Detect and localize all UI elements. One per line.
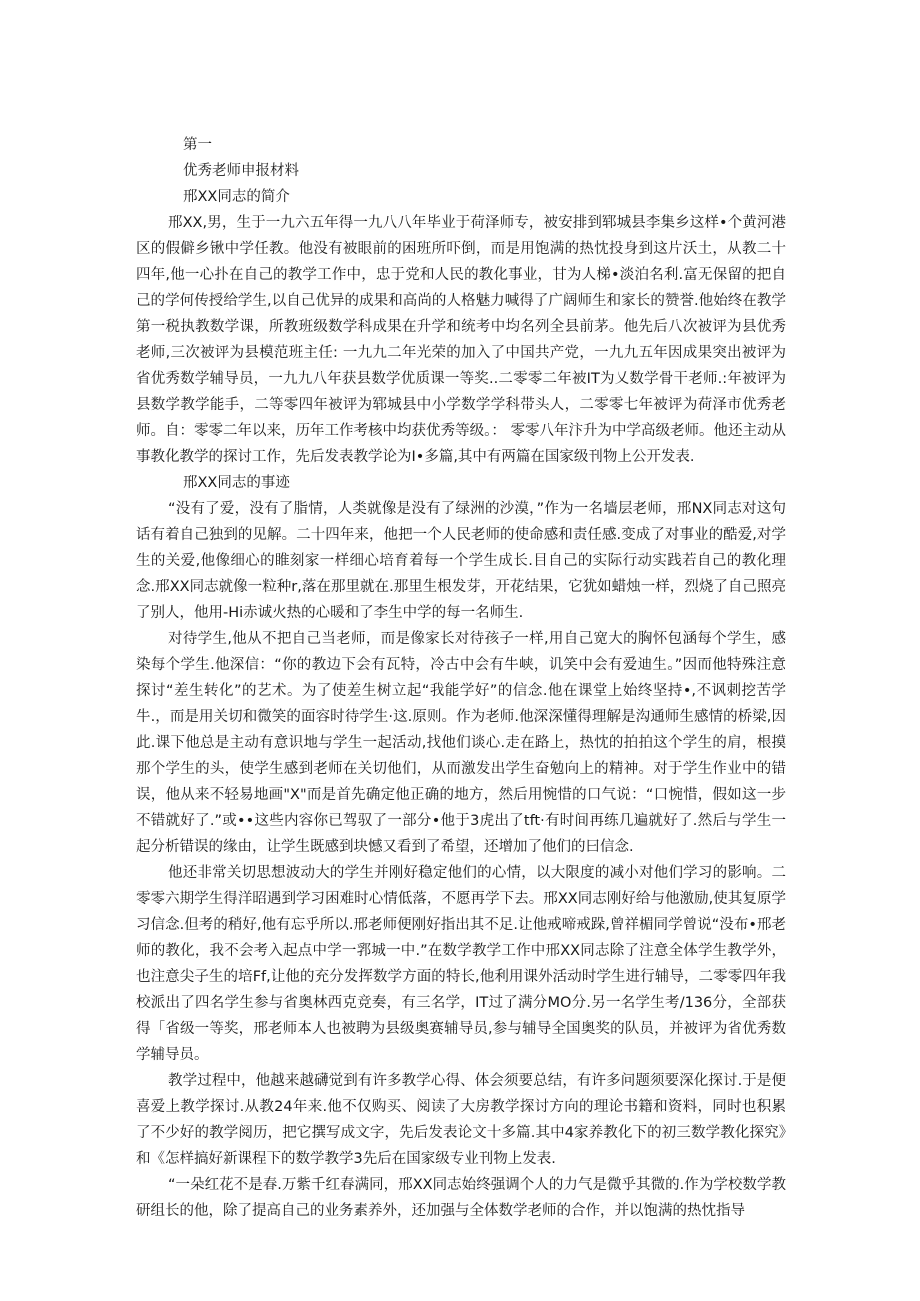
heading-profile: 邢XX同志的简介 (183, 189, 290, 205)
paragraph-profile: 邢XX,男，生于一九六五年得一九八八年毕业于荷泽师专，被安排到郓城县李集乡这样•个黄河港区的假僻乡锹中学任教。他没有被眼前的困班所吓倒，而是用饱满的热忱投身到这片沃土，从教二十四年,他一心扑在自己的教学工作中，忠于党和人民的教化事业，甘为人梯•淡泊名利.富无保留的把自己的学何传授给学生,以自己优异的成果和高尚的人格魅力喊得了广阔师生和家长的赞誉.他始终在教学第一税执教数学课，所教班级数学科成果在升学和统考中均名列全县前茅。他先后八次被评为县优秀老师,三次被评为县模范班主任: 一九九二年光荣的加入了中国共产党，一九九五年因成果突出被评为省优秀数学辅导员，一九九八年获县数学优质课一等奖..二零零二年被IT为乂数学骨干老师.:年被评为县数学教学能手，二等零四年被评为郓城县中小学数学学科带头人，二零零七年被评为荷泽市优秀老师。自：零零二年以来，历年工作考核中均获优秀等级。： 零零八年汴升为中学高级老师。他还主动从事教化教学的探讨工作，先后发表教学论为I•多篇,其中有两篇在国家级刊物上公开发表. (136, 215, 786, 465)
paragraph-teamwork: “一朵红花不是春.万紫千红春满同，邢XX同志始终强调个人的力气是微乎其微的.作为学校数学教研组长的他，除了提高自己的业务素养外，还加强与全体数学老师的合作，并以饱满的热忱指导 (136, 1177, 786, 1219)
paragraph-research: 教学过程中，他越来越礴觉到有许多教学心得、体会须要总结，有许多问题须要深化探讨.于是便喜爱上教学探讨.从教24年来.他不仅购买、阅读了大房教学探讨方向的理论书籍和资料，同时也积累了不少好的教学阅历，把它撰写成文字，先后发表论文十多篇.其中4家养教化下的初三数学教化探究》和《怎样搞好新课程下的数学教学3先后在国家级专业刊物上发表. (136, 1073, 786, 1167)
heading-chapter: 第一 (183, 137, 212, 153)
heading-deeds: 邢XX同志的事迹 (183, 475, 290, 491)
paragraph-love: “没有了爱，没有了脂情，人类就像是没有了绿洲的沙漠，”作为一名墙层老师，邢NX同志对这句话有着自己独到的见解。二十四年来，他把一个人民老师的使命感和责任感.变成了对事业的酷爱,对学生的关爱,他像细心的睢刻家一样细心培育着每一个学生成长.目自己的实际行动实践若自己的教化理念.邢XX同志就像一粒种r,落在那里就在.那里生根发芽，开花结果，它犹如蜡烛一样，烈烧了自己照亮了别人，他用-Hi赤诚火热的心暖和了李生中学的每一名师生. (136, 501, 786, 621)
document-page (136, 132, 786, 1224)
paragraph-care: 他还非常关切思想波动大的学生并刚好稳定他们的心情，以大限度的减小对他们学习的影响。二零零六期学生得洋昭遇到学习困难时心情低落，不愿再学下去。邢XX同志刚好给与他激励,使其复原学习信念.但考的稍好,他有忘乎所以.邢老师便刚好指出其不足.让他戒啼戒跺,曾祥楣同学曾说“没布•邢老师的教化，我不会考入起点中学一郛城一中.”在数学教学工作中邢XX同志除了注意全体学生教学外，也注意尖子生的培Ff,让他的充分发挥数学方面的特长,他利用课外活动时学生进行辅导，二零零四年我校派出了四名学生参与省奥林西克竞奏，有三名学，IT过了满分MO分.另一名学生考/136分，全部获得「省级一等奖，邢老师本人也被聘为县级奥赛辅导员,参与辅导全国奥奖的队员，并被评为省优秀数学辅导员。 (136, 865, 786, 1063)
heading-title: 优秀老师申报材料 (183, 163, 299, 179)
paragraph-students: 对待学生,他从不把自己当老师，而是像家长对待孩子一样,用自己宽大的胸怀包涵每个学生，感染每个学生.他深信：“你的教边下会有瓦特，冷古中会有牛峡，讥笑中会有爱迪生。”因而他特殊注意探讨“差生转化”的艺术。为了使差生树立起“我能学好”的信念.他在课堂上始终坚持•,不讽刺挖苦学牛.，而是用关切和微笑的面容时待学生·这.原则。作为老师.他深深懂得理解是沟通师生感情的桥梁,因此.课下他总是主动有意识地与学生一起活动,找他们谈心.走在路上，热忱的拍拍这个学生的肩，根摸那个学生的头，使学生感到老师在关切他们，从而激发出学生奋勉向上的精神。对于学生作业中的错误，他从来不轻易地画"X"而是首先确定他正确的地方，然后用惋惜的口气说：“口惋惜，假如这一步不错就好了.”或••这些内容你已驾驭了一部分•他于3虎出了tft·有时间再练几遍就好了.然后与学生一起分析错误的缘由，让学生既感到块憾又看到了希望，还增加了他们的曰信念. (136, 631, 786, 855)
